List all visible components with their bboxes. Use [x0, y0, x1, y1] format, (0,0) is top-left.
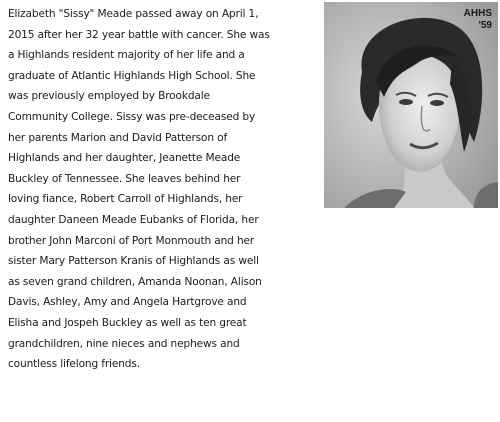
obituary-line: Elizabeth "Sissy" Meade passed away on April 1, [8, 8, 259, 20]
obituary-line: a Highlands resident majority of her life and a [8, 49, 245, 62]
obituary-line: Highlands and her daughter, Jeanette Meade [8, 152, 241, 165]
obituary-line: as seven grand children, Amanda Noonan, Alison [8, 275, 262, 288]
obituary-line: Elisha and Jospeh Buckley as well as ten great [8, 316, 247, 329]
obituary-line: 2015 after her 32 year battle with cancer. She was [8, 28, 270, 41]
yearbook-photo [324, 2, 498, 208]
obituary-line: graduate of Atlantic Highlands High School. She [8, 69, 256, 82]
class-year-label: '59 [478, 20, 492, 31]
obituary-line: Davis, Ashley, Amy and Angela Hartgrove and [8, 296, 247, 309]
obituary-line: Buckley of Tennessee. She leaves behind her [8, 172, 241, 185]
obituary-line: her parents Marion and David Patterson of [8, 131, 228, 144]
yearbook-label [464, 8, 492, 32]
obituary-line: Community College. Sissy was pre-deceased by [8, 110, 256, 123]
obituary-line: sister Mary Patterson Kranis of Highlands as well [8, 255, 259, 268]
school-label: AHHS [463, 8, 492, 19]
obituary-line: daughter Daneen Meade Eubanks of Florida, her [8, 213, 259, 226]
obituary-line: loving fiance, Robert Carroll of Highlands, her [8, 193, 243, 206]
obituary-text [8, 4, 324, 375]
portrait-image [324, 2, 498, 208]
obituary-line: brother John Marconi of Port Monmouth and her [8, 234, 255, 247]
obituary-line: grandchildren, nine nieces and nephews and [8, 337, 240, 350]
obituary-line: countless lifelong friends. [8, 358, 140, 371]
obituary-line: was previously employed by Brookdale [8, 90, 210, 103]
